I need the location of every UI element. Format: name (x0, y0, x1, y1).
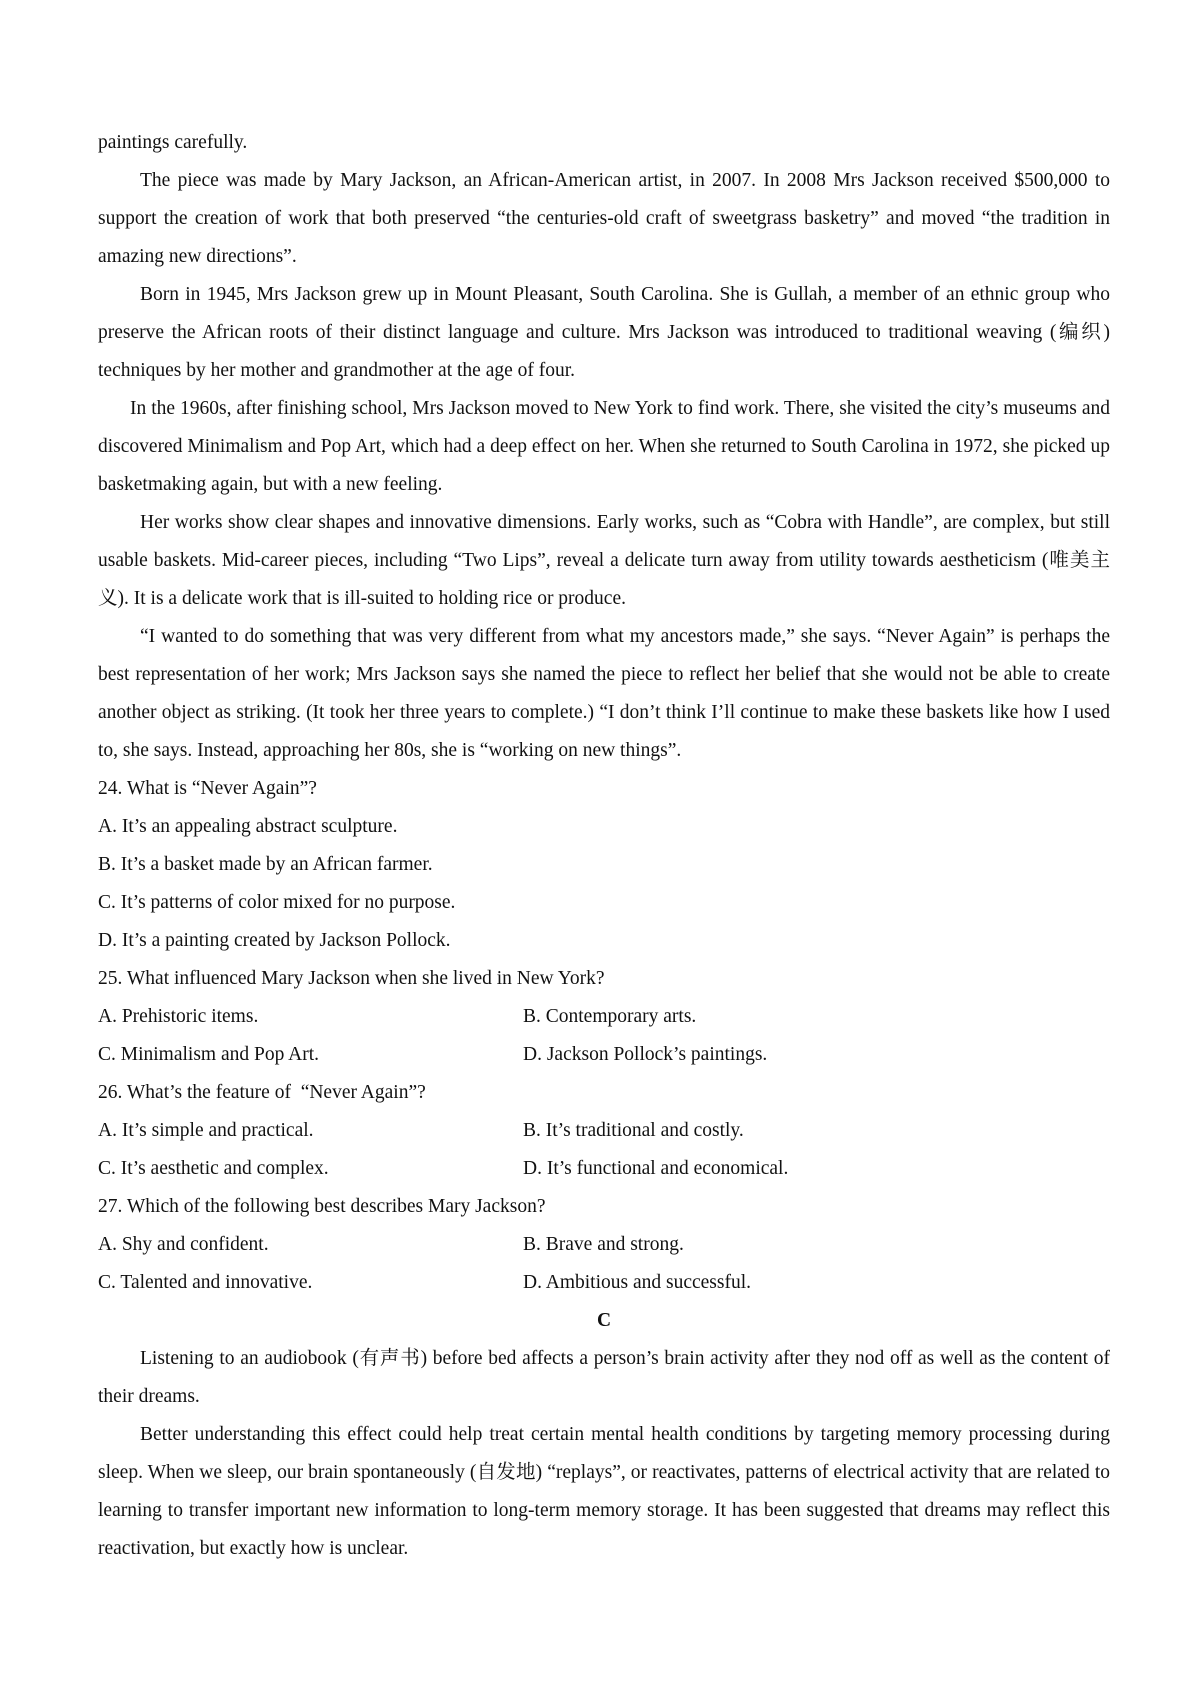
question-24-option-a: A. It’s an appealing abstract sculpture. (98, 816, 398, 837)
question-25-option-a: A. Prehistoric items. (98, 1006, 259, 1027)
question-24-option-d: D. It’s a painting created by Jackson Pollock. (98, 930, 451, 951)
question-24-option-c: C. It’s patterns of color mixed for no purpose. (98, 892, 456, 913)
question-25-option-b: B. Contemporary arts. (523, 1006, 697, 1027)
question-27-option-b: B. Brave and strong. (523, 1234, 684, 1255)
passage-c-paragraph-2: Better understanding this effect could help treat certain mental health conditions by targeting memory processing during sleep. When we sleep, our brain spontaneously (自发地) “replays”, or reactivates, patterns of electrical activity that are related to learning to transfer important new information to long-term memory storage. It has been suggested that dreams may reflect this reactivation, but exactly how is unclear. (98, 1424, 1110, 1559)
question-26-option-a: A. It’s simple and practical. (98, 1120, 314, 1141)
question-25-stem: 25. What influenced Mary Jackson when she lived in New York? (98, 968, 605, 989)
question-25-options-row-2 (98, 1036, 1110, 1074)
passage-b-intro-tail: paintings carefully. (98, 132, 248, 153)
passage-b-paragraph-3: In the 1960s, after finishing school, Mrs Jackson moved to New York to find work. There, she visited the city’s museums and discovered Minimalism and Pop Art, which had a deep effect on her. When she returned to South Carolina in 1972, she picked up basketmaking again, but with a new feeling. (98, 398, 1110, 495)
question-24-stem: 24. What is “Never Again”? (98, 778, 317, 799)
passage-b-paragraph-1: The piece was made by Mary Jackson, an African-American artist, in 2007. In 2008 Mrs Jackson received $500,000 to support the creation of work that both preserved “the centuries-old craft of sweetgrass basketry” and moved “the tradition in amazing new directions”. (98, 170, 1110, 267)
question-27-stem: 27. Which of the following best describes Mary Jackson? (98, 1196, 546, 1217)
question-26-option-c: C. It’s aesthetic and complex. (98, 1158, 329, 1179)
question-26-options-row-1 (98, 1112, 1110, 1150)
question-27-options-row-2 (98, 1264, 1110, 1302)
passage-b-paragraph-4: Her works show clear shapes and innovative dimensions. Early works, such as “Cobra with Handle”, are complex, but still usable baskets. Mid-career pieces, including “Two Lips”, reveal a delicate turn away from utility towards aestheticism (唯美主义). It is a delicate work that is ill-suited to holding rice or produce. (98, 512, 1110, 609)
passage-b-paragraph-2: Born in 1945, Mrs Jackson grew up in Mount Pleasant, South Carolina. She is Gullah, a member of an ethnic group who preserve the African roots of their distinct language and culture. Mrs Jackson was introduced to traditional weaving (编织) techniques by her mother and grandmother at the age of four. (98, 284, 1110, 381)
passage-c-heading: C (596, 1310, 612, 1331)
question-25-option-c: C. Minimalism and Pop Art. (98, 1044, 320, 1065)
question-26-option-b: B. It’s traditional and costly. (523, 1120, 744, 1141)
question-26-stem: 26. What’s the feature of “Never Again”? (98, 1082, 426, 1103)
passage-b-paragraph-5: “I wanted to do something that was very different from what my ancestors made,” she says. “Never Again” is perhaps the best representation of her work; Mrs Jackson says she named the piece to reflect her belief that she would not be able to create another object as striking. (It took her three years to complete.) “I don’t think I’ll continue to make these baskets like how I used to, she says. Instead, approaching her 80s, she is “working on new things”. (98, 626, 1110, 761)
question-26-options-row-2 (98, 1150, 1110, 1188)
question-26-option-d: D. It’s functional and economical. (523, 1158, 789, 1179)
question-27-option-a: A. Shy and confident. (98, 1234, 269, 1255)
question-24-option-b: B. It’s a basket made by an African farmer. (98, 854, 433, 875)
passage-c-paragraph-1: Listening to an audiobook (有声书) before bed affects a person’s brain activity after they nod off as well as the content of their dreams. (98, 1348, 1110, 1407)
question-27-option-c: C. Talented and innovative. (98, 1272, 313, 1293)
question-25-option-d: D. Jackson Pollock’s paintings. (523, 1044, 768, 1065)
question-27-option-d: D. Ambitious and successful. (523, 1272, 752, 1293)
question-25-options-row-1 (98, 998, 1110, 1036)
question-27-options-row-1 (98, 1226, 1110, 1264)
exam-page (98, 124, 1110, 1568)
